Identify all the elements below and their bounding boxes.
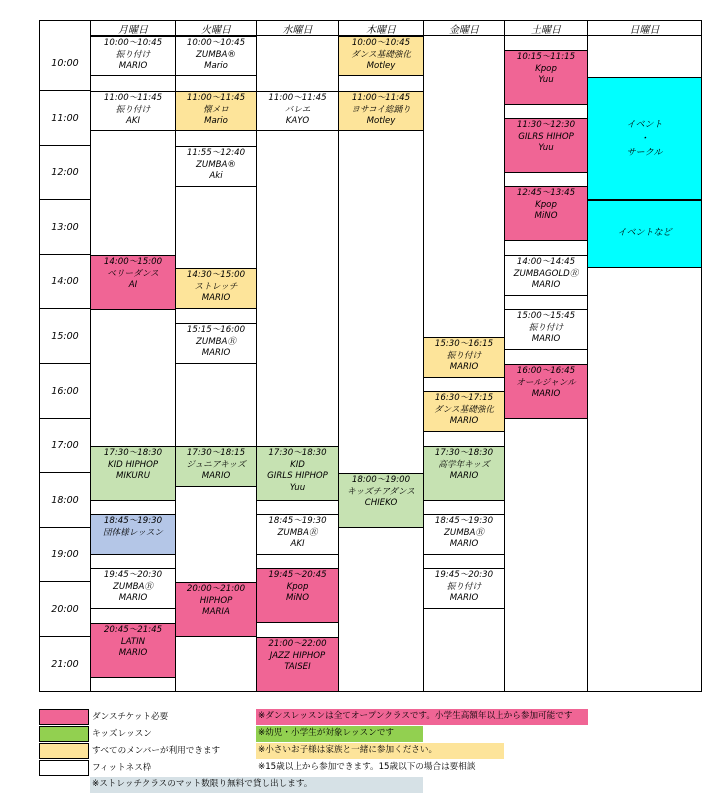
event-cell[interactable]: イベント ・ サークル — [587, 77, 702, 200]
lesson-cell[interactable]: 14:00〜14:45 ZUMBAGOLDⓇ MARIO — [504, 255, 588, 296]
lesson-cell[interactable]: 19:45〜20:45 Kpop MiNO — [256, 568, 339, 623]
time-label: 12:00 — [40, 146, 90, 200]
header-tuesday: 火曜日 — [175, 20, 257, 36]
lesson-cell[interactable]: 19:45〜20:30 ZUMBAⓇ MARIO — [90, 568, 176, 609]
lesson-cell[interactable]: 17:30〜18:15 ジュニアキッズ MARIO — [175, 446, 257, 487]
lesson-cell[interactable]: 16:30〜17:15 ダンス基礎強化 MARIO — [423, 391, 505, 432]
time-label: 21:00 — [51, 659, 79, 670]
time-label: 14:00 — [40, 255, 90, 309]
legend-label: すべてのメンバーが利用できます — [92, 746, 221, 756]
time-label: 16:00 — [40, 364, 90, 419]
lesson-cell[interactable]: 19:45〜20:30 振り付け MARIO — [423, 568, 505, 609]
lesson-cell[interactable]: 20:00〜21:00 HIPHOP MARIA — [175, 582, 257, 637]
legend-note: ※ダンスレッスンは全てオープンクラスです。小学生高額年以上から参加可能です — [256, 709, 588, 725]
lesson-cell[interactable]: 18:45〜19:30 ZUMBAⓇ MARIO — [423, 514, 505, 555]
legend-swatch-dance — [39, 709, 89, 725]
lesson-cell[interactable]: 18:45〜19:30 団体様レッスン — [90, 514, 176, 555]
time-label: 13:00 — [40, 200, 90, 255]
lesson-cell[interactable]: 14:00〜15:00 ベリーダンス AI — [90, 255, 176, 310]
lesson-cell[interactable]: 14:30〜15:00 ストレッチ MARIO — [175, 268, 257, 309]
lesson-cell[interactable]: 17:30〜18:30 KID HIPHOP MIKURU — [90, 446, 176, 501]
lesson-cell[interactable]: 20:45〜21:45 LATIN MARIO — [90, 623, 176, 678]
legend-note: ※小さいお子様は家族と一緒に参加ください。 — [256, 743, 504, 759]
legend-label: フィットネス枠 — [92, 763, 152, 773]
time-label: 18:00 — [40, 473, 90, 528]
lesson-cell[interactable]: 18:00〜19:00 キッズチアダンス CHIEKO — [338, 473, 424, 528]
legend-swatch-everyone — [39, 743, 89, 759]
lesson-cell[interactable]: 17:30〜18:30 KID GIRLS HIPHOP Yuu — [256, 446, 339, 501]
event-cell[interactable]: イベントなど — [587, 200, 702, 268]
header-friday: 金曜日 — [423, 20, 505, 36]
time-label: 15:00 — [40, 309, 90, 364]
lesson-cell[interactable]: 15:00〜15:45 振り付け MARIO — [504, 309, 588, 350]
lesson-cell[interactable]: 11:00〜11:45 振り付け AKI — [90, 91, 176, 131]
legend-swatch-kids — [39, 726, 89, 742]
lesson-cell[interactable]: 10:00〜10:45 ダンス基礎強化 Motley — [338, 36, 424, 76]
legend-note: ※15歳以上から参加できます。15歳以下の場合は要相談 — [258, 762, 476, 772]
header-thursday: 木曜日 — [338, 20, 424, 36]
lesson-cell[interactable]: 10:00〜10:45 ZUMBA® Mario — [175, 36, 257, 76]
header-saturday: 土曜日 — [504, 20, 588, 36]
header-monday: 月曜日 — [90, 20, 176, 36]
lesson-cell[interactable]: 11:30〜12:30 GILRS HIHOP Yuu — [504, 118, 588, 173]
header-sunday: 日曜日 — [587, 20, 702, 36]
lesson-cell[interactable]: 11:00〜11:45 バレエ KAYO — [256, 91, 339, 131]
lesson-cell[interactable]: 11:55〜12:40 ZUMBA® Aki — [175, 146, 257, 187]
lesson-cell[interactable]: 21:00〜22:00 JAZZ HIPHOP TAISEI — [256, 637, 339, 692]
lesson-cell[interactable]: 10:00〜10:45 振り付け MARIO — [90, 36, 176, 76]
time-label: 10:00 — [40, 36, 90, 91]
legend-label: キッズレッスン — [92, 729, 152, 739]
lesson-cell[interactable]: 16:00〜16:45 オールジャンル MARIO — [504, 364, 588, 419]
lesson-cell[interactable]: 11:00〜11:45 ヨサコイ総踊り Motley — [338, 91, 424, 131]
legend-note: ※幼児・小学生が対象レッスンです — [256, 726, 423, 742]
legend-label: ダンスチケット必要 — [92, 712, 169, 722]
lesson-cell[interactable]: 17:30〜18:30 高学年キッズ MARIO — [423, 446, 505, 501]
time-label: 11:00 — [40, 91, 90, 146]
legend-swatch-fitness — [39, 760, 89, 776]
header-wednesday: 水曜日 — [256, 20, 339, 36]
lesson-cell[interactable]: 10:15〜11:15 Kpop Yuu — [504, 50, 588, 105]
lesson-cell[interactable]: 18:45〜19:30 ZUMBAⓇ AKI — [256, 514, 339, 555]
lesson-cell[interactable]: 12:45〜13:45 Kpop MiNO — [504, 186, 588, 241]
time-label: 19:00 — [40, 528, 90, 582]
lesson-cell[interactable]: 15:15〜16:00 ZUMBAⓇ MARIO — [175, 323, 257, 364]
lesson-cell[interactable]: 11:00〜11:45 懐メロ Mario — [175, 91, 257, 131]
lesson-cell[interactable]: 15:30〜16:15 振り付け MARIO — [423, 337, 505, 378]
footer-note: ※ストレッチクラスのマット数限り無料で貸し出します。 — [90, 777, 423, 793]
time-label: 17:00 — [40, 419, 90, 473]
time-label: 20:00 — [40, 582, 90, 637]
